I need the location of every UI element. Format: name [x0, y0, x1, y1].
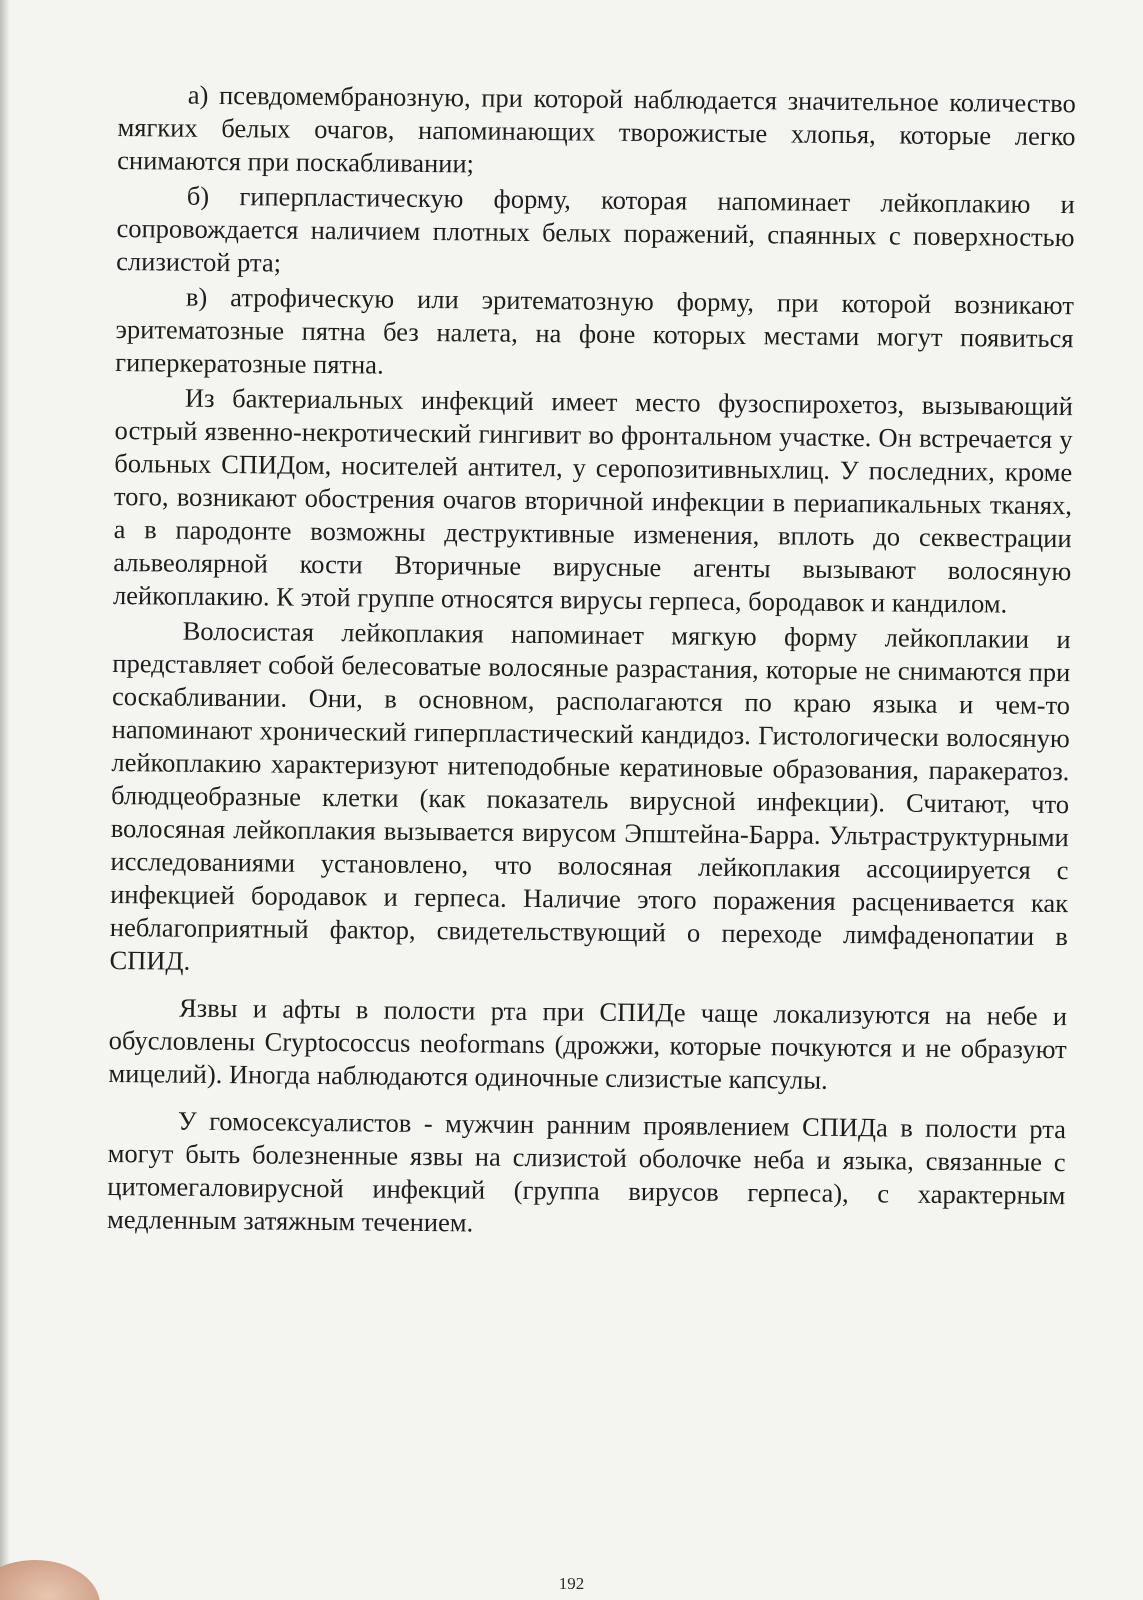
paragraph-pseudomembranous: а) псевдомембранозную, при которой наблюдается значительное количество мягких белых очагов, напоминающих творожистые хлопья, которые легко снимаются при поскабливании; — [117, 79, 1076, 179]
body-text — [107, 78, 1076, 1247]
finger-in-photo — [0, 1560, 100, 1600]
page-edge-shadow — [0, 0, 10, 1600]
paragraph-bacterial-infections: Из бактериальных инфекций имеет место фузоспирохетоз, вызывающий острый язвенно-некротический гингивит во фронтальном участке. Он встречается у больных СПИДом, носителей антител, у серопозитивныхлиц. У последних, кроме того, возникают обострения очагов вторичной инфекции в периапикальных тканях, а в пародонте возможны деструктивные изменения, вплоть до секвестрации альвеолярной кости Вторичные вирусные агенты вызывают волосяную лейкоплакию. К этой группе относятся вирусы герпеса, бородавок и кандилом. — [112, 382, 1074, 619]
page-number: 192 — [558, 1574, 585, 1593]
paragraph-cytomegalovirus: У гомосексуалистов - мужчин ранним проявлением СПИДа в полости рта могут быть болезненные язвы на слизистой оболочке неба и языка, связанные с цитомегаловирусной инфекций (группа вирусов герпеса), с характерным медленным затяжным течением. — [106, 1105, 1067, 1238]
paragraph-hyperplastic: б) гиперпластическую форму, которая напоминает лейкоплакию и сопровождается наличием плотных белых поражений, спаянных с поверхностью слизистой рта; — [116, 180, 1075, 278]
paragraph-ulcers: Язвы и афты в полости рта при СПИДе чаще локализуются на небе и обусловлены Cryptococcus neoformans (дрожжи, которые почкуются и не образуют мицелий). Иногда наблюдаются одиночные слизистые капсулы. — [108, 992, 1068, 1095]
paragraph-atrophic: в) атрофическую или эритематозную форму, при которой возникают эритематозные пятна без налета, на фоне которых местами могут появиться гиперкератозные пятна. — [115, 281, 1075, 380]
paragraph-hairy-leukoplakia: Волосистая лейкоплакия напоминает мягкую форму лейкоплакии и представляет собой белесоватые волосяные разрастания, которые не снимаются при соскабливании. Они, в основном, располагаются по краю языка и чем-то напоминают хронический гиперпластический кандидоз. Гистологически волосяную лейкоплакию характеризуют нитеподобные кератиновые образования, паракератоз. блюдцеобразные клетки (как показатель вирусной инфекции). Считают, что волосяная лейкоплакия вызывается вирусом Эпштейна-Барра. Ультраструктурными исследованиями установлено, что волосяная лейкоплакия ассоциируется с инфекцией бородавок и герпеса. Наличие этого поражения расценивается как неблагоприятный фактор, свидетельствующий о переходе лимфаденопатии в СПИД. — [109, 615, 1071, 976]
